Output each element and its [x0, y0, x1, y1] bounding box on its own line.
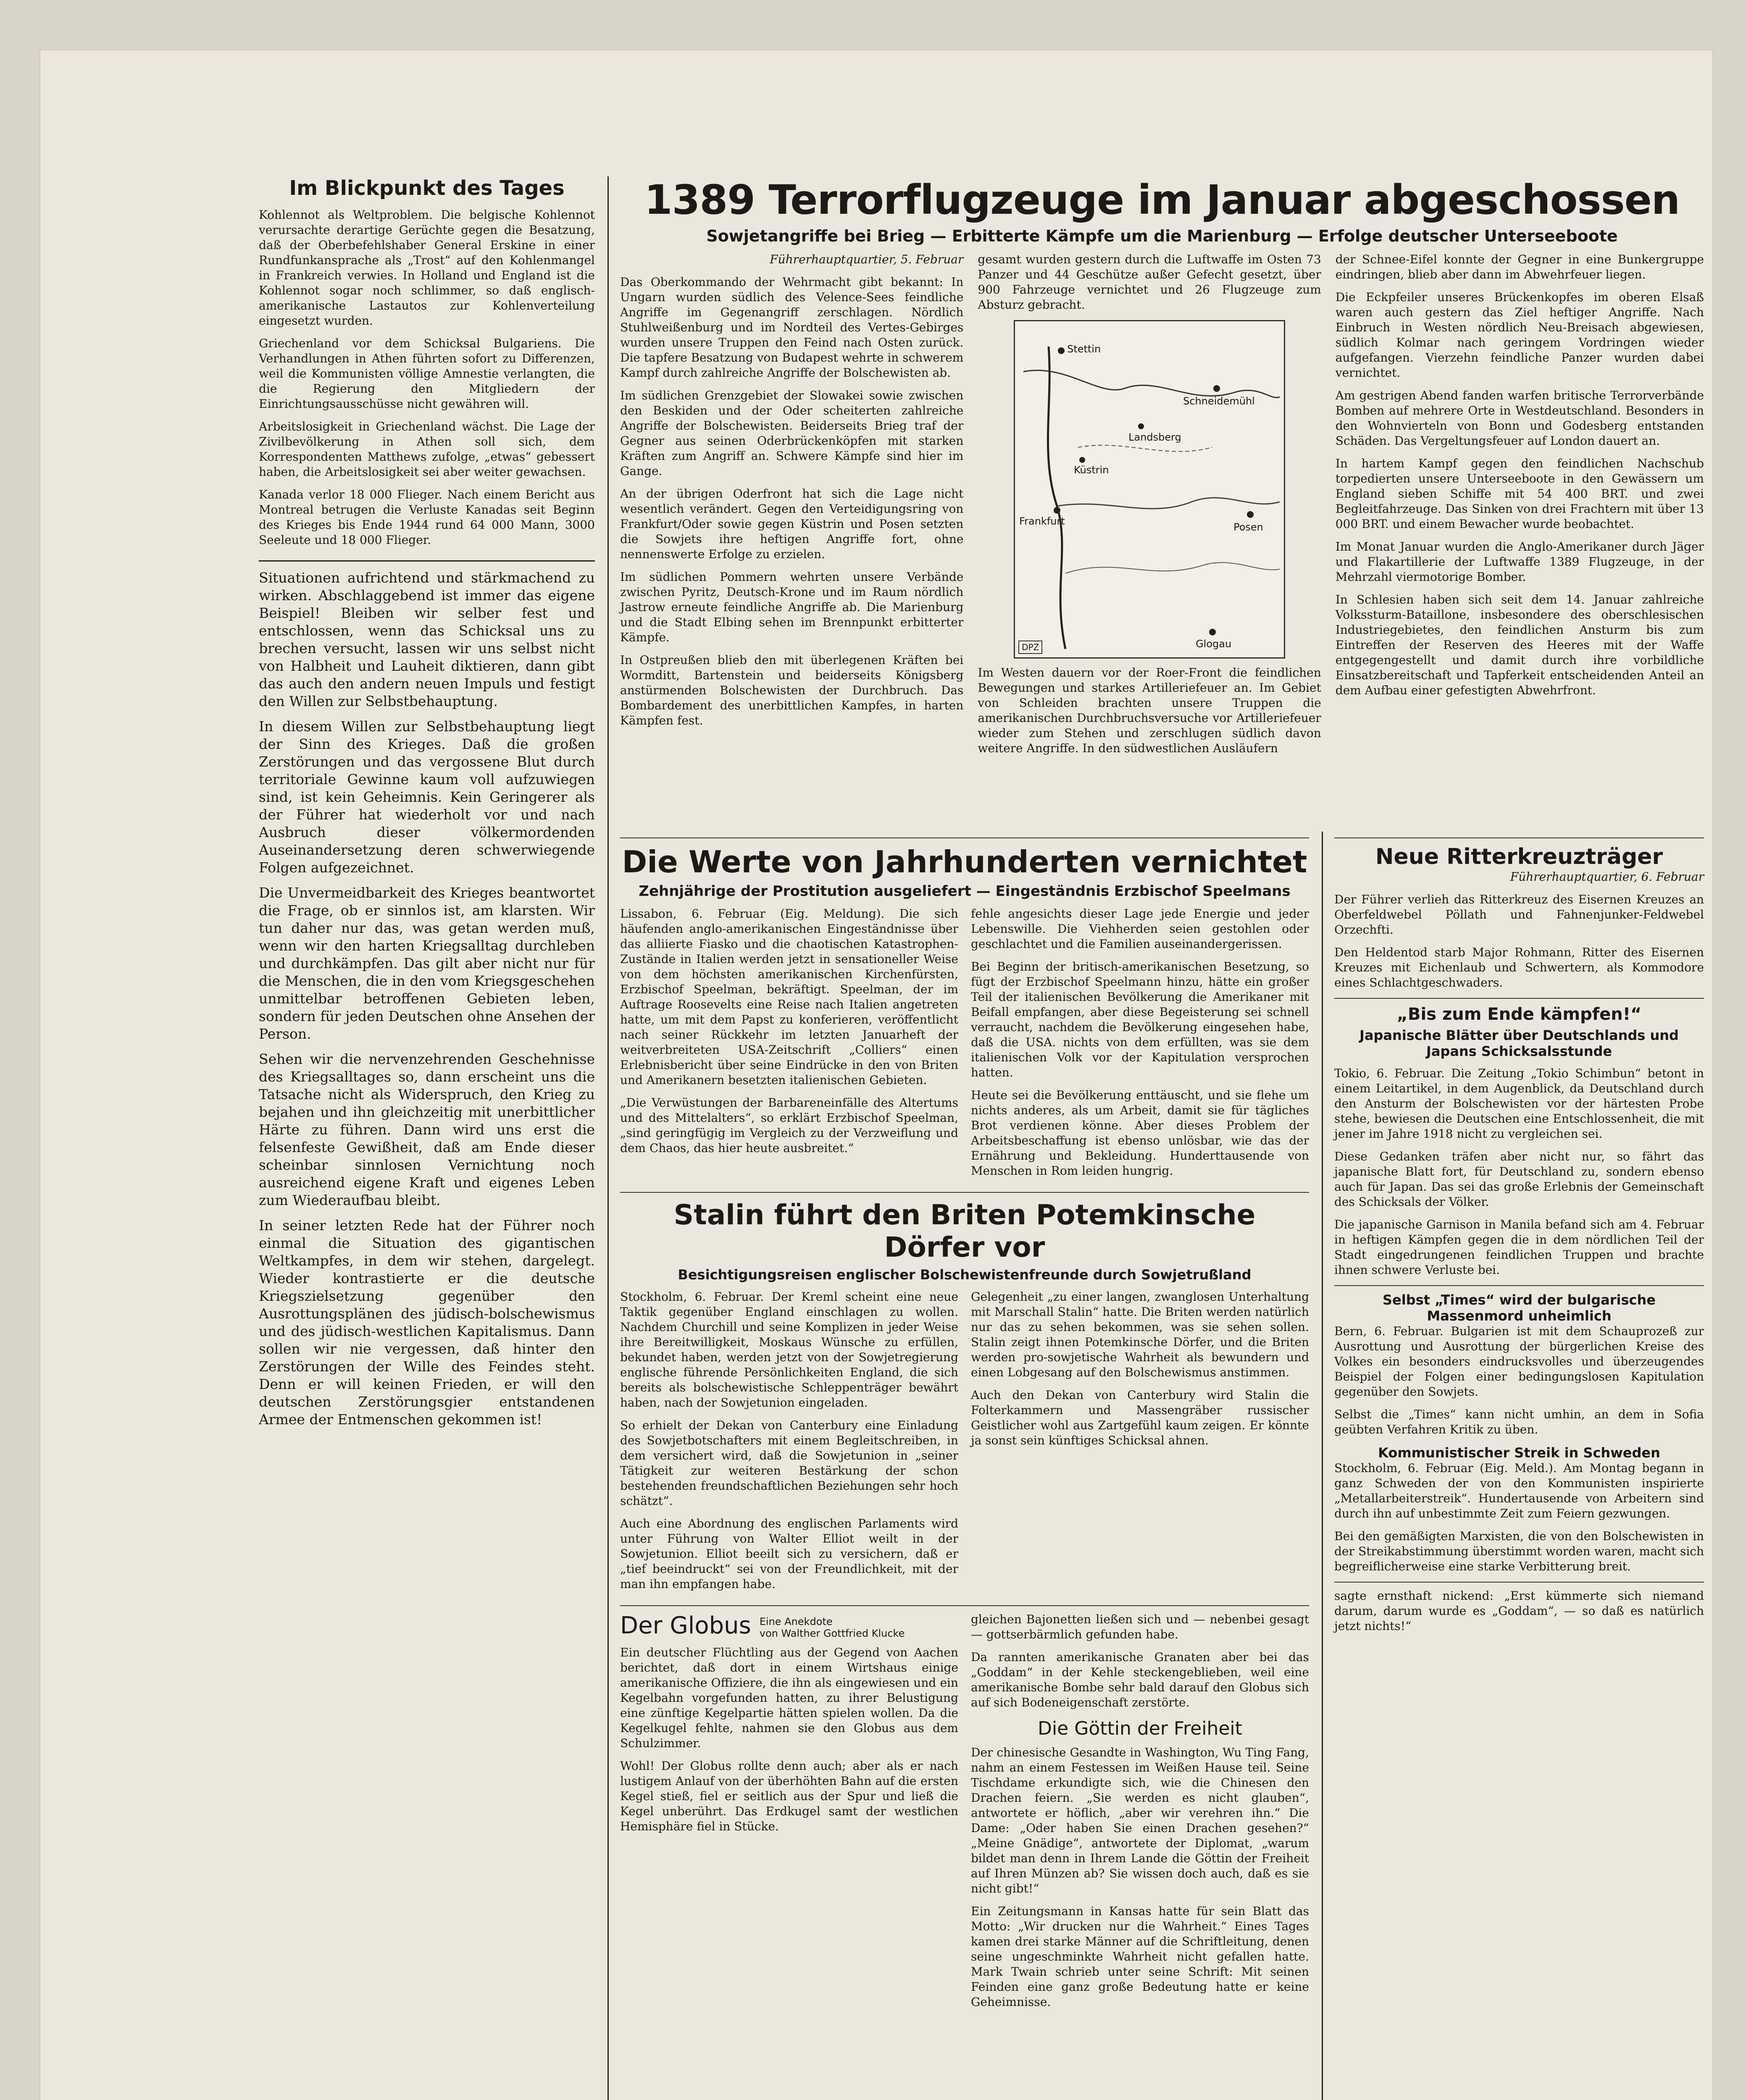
globus-title: Der Globus — [620, 1612, 751, 1639]
globus-paragraph: Da rannten amerikanische Granaten aber bei das „Goddam“ in der Kehle steckengeblieben, weil eine amerikanische Bombe sehr bald darauf den Globus sich auf sich Bodeneigenschaft zerstörte. — [971, 1650, 1309, 1709]
stalin-paragraph: Gelegenheit „zu einer langen, zwanglosen Unterhaltung mit Marschall Stalin“ hatte. Die Briten werden natürlich nur das zu sehen bekommen, was sie sehen sollen. Stalin zeigt ihnen Potemkinsche Dörfer, und die Briten werden pro-sowjetische Wahrheit als bewundern und einen Lobgesang auf den Bolschewismus anstimmen. — [971, 1290, 1309, 1379]
middle-lower — [620, 832, 1309, 2100]
map-label: Frankfurt — [1019, 515, 1065, 527]
map-credit: DPZ — [1018, 640, 1042, 654]
globus-subtitle: Eine Anekdote — [759, 1616, 833, 1628]
right-lower — [1334, 832, 1704, 2100]
werte-paragraph: Lissabon, 6. Februar (Eig. Meldung). Die sich häufenden anglo-amerikanischen Eingeständnisse über das alliierte Fiasko und die chaotischen Katastrophen-Zustände in Italien werden jetzt in sensationeller Weise von dem höchsten amerikanischen Kirchenfürsten, Erzbischof Speelman, bekräftigt. Speelman, der im Auftrage Roosevelts eine Reise nach Italien angetreten hatte, um mit dem Papst zu konferieren, veröffentlicht nach seiner Rückkehr im letzten Januarheft der weitverbreiteten USA-Zeitschrift „Colliers“ einen Erlebnisbericht über seine Eindrücke in den von Briten und Amerikanern besetzten italienischen Gebieten. — [620, 907, 958, 1087]
essay-paragraph: In seiner letzten Rede hat der Führer noch einmal die Situation des gigantischen Weltkampfes, in dem wir stehen, dargelegt. Wieder kontrastierte er die deutsche Kriegszielsetzung gegenüber den Ausrottungsplänen des jüdisch-bolschewismus und des jüdisch-westlichen Kapitalismus. Dann sollen wir nie vergessen, daß hinter den Zerstörungen der Wille des Feindes steht. Denn er will keinen Frieden, er will den deutschen Zerstörungsgier entstandenen Armee der Entmenschen gekommen ist! — [259, 1217, 595, 1428]
werte-subhead: Zehnjährige der Prostitution ausgeliefert — Eingeständnis Erzbischof Speelmans — [639, 883, 1291, 900]
blickpunkt-item: Kanada verlor 18 000 Flieger. Nach einem Bericht aus Montreal betrugen die Verluste Kanadas seit Beginn des Krieges bis Ende 1944 rund 64 000 Mann, 3000 Seeleute und 18 000 Flieger. — [259, 488, 595, 547]
map-drawing — [1015, 321, 1284, 657]
main-paragraph: Das Oberkommando der Wehrmacht gibt bekannt: In Ungarn wurden südlich des Velence-Sees feindliche Angriffe im Gegenangriff zerschlagen. Nördlich Stuhlweißenburg und im Nordteil des Vertes-Gebirges wurden unsere Truppen den Feind nach Osten zurück. Die tapfere Besatzung von Budapest wehrte in schwerem Kampf durch zahlreiche Angriffe der Bolschewisten ab. — [620, 275, 964, 380]
werte-paragraph: Bei Beginn der britisch-amerikanischen Besetzung, so fügt der Erzbischof Speelmann hinzu, hätte ein großer Teil der italienischen Bevölkerung die Amerikaner mit Beifall empfangen, aber diese Begeisterung sei schnell verraucht, nachdem die Bevölkerung eingesehen habe, daß die USA. nichts von dem erfüllten, was sie dem italienischen Volk vor der Kapitulation versprochen hatten. — [971, 960, 1309, 1079]
newspaper-page — [259, 176, 1704, 2100]
main-paragraph: Im Monat Januar wurden die Anglo-Amerikaner durch Jäger und Flakartillerie der Luftwaffe 1389 Flugzeuge, in der Mehrzahl viermotorige Bomber. — [1335, 540, 1704, 584]
main-paragraph: Am gestrigen Abend fanden warfen britische Terrorverbände Bomben auf mehrere Orte in Westdeutschland. Besonders in den Wohnvierteln von Bonn und Godesberg entstanden Schäden. Das Vergeltungsfeuer auf London dauert an. — [1335, 388, 1704, 448]
stalin-paragraph: Auch eine Abordnung des englischen Parlaments wird unter Führung von Walter Elliot weilt in der Sowjetunion. Elliot beeilt sich zu versichern, daß er „tief beeindruckt“ sei von der Freundlichkeit, mit der man ihn empfangen habe. — [620, 1517, 958, 1591]
stalin-paragraph: So erhielt der Dekan von Canterbury eine Einladung des Sowjetbotschafters mit einem Begleitschreiben, in dem versichert wird, daß die Sowjetunion in „seiner Tätigkeit zur weiteren Bestärkung der schon bestehenden freundschaftlichen Beziehungen sehr hoch schätzt“. — [620, 1418, 958, 1508]
section-rule — [620, 1605, 1309, 1606]
times-paragraph: Bern, 6. Februar. Bulgarien ist mit dem Schauprozeß zur Ausrottung und Ausrottung der bürgerlichen Kreise des Volkes ein besonders eindrucksvolles und überzeugendes Beispiel der Folgen einer bedingungslosen Kapitulation gegenüber den Sowjets. — [1334, 1324, 1704, 1399]
ende-paragraph: Diese Gedanken träfen aber nicht nur, so fährt das japanische Blatt fort, für Deutschland zu, sondern ebenso auch für Japan. Das sei das große Erlebnis der Gemeinschaft des Schicksals der Völker. — [1334, 1150, 1704, 1209]
front-map — [1014, 320, 1285, 659]
ritter-title: Neue Ritterkreuzträger — [1375, 844, 1663, 869]
ende-paragraph: Die japanische Garnison in Manila befand sich am 4. Februar in heftigen Kämpfen gegen die in dem nördlichen Teil der Stadt eingedrungenen feindlichen Truppen und brachte ihnen schwere Verluste bei. — [1334, 1218, 1704, 1277]
times-title: Selbst „Times“ wird der bulgarische Massenmord unheimlich — [1382, 1292, 1656, 1324]
section-rule — [1334, 837, 1704, 838]
ende-title: „Bis zum Ende kämpfen!“ — [1396, 1005, 1642, 1024]
stalin-col-2 — [971, 1289, 1309, 1599]
map-label: Küstrin — [1074, 464, 1109, 476]
column-divider — [607, 176, 609, 2100]
goettin-col — [971, 1612, 1309, 2017]
essay-paragraph: Sehen wir die nervenzehrenden Geschehnisse des Kriegsalltages so, dann erscheint uns die Tatsache nicht als Widerspruch, den Krieg zu bejahen und ihn gleichzeitig mit unerbittlicher Härte zu führen. Dann wird uns erst die felsenfeste Gewißheit, daß am Ende dieser scheinbar sinnlosen Vernichtung noch ausreichend eigene Kraft und eigenes Leben zum Wiederaufbau bleibt. — [259, 1051, 595, 1208]
blickpunkt-item: Griechenland vor dem Schicksal Bulgariens. Die Verhandlungen in Athen führten sofort zu Differenzen, weil die Kommunisten völlige Amnestie verlangten, die die Regierung den Mitgliedern der Einrichtungsausschüsse nicht gewähren will. — [259, 336, 595, 411]
blickpunkt-title: Im Blickpunkt des Tages — [289, 176, 565, 200]
globus-header — [620, 1612, 958, 1639]
section-rule — [1334, 1582, 1704, 1583]
globus-byline — [760, 1616, 905, 1639]
werte-paragraph: Heute sei die Bevölkerung enttäuscht, und sie flehe um nichts anderes, als um Arbeit, damit sie für tägliches Brot verdienen könne. Aber dieses Problem der Arbeitsbeschaffung ist ebenso unlösbar, wie das der Ernährung und Bekleidung. Hunderttausende von Menschen in Rom leiden hungrig. — [971, 1088, 1309, 1178]
stalin-subhead: Besichtigungsreisen englischer Bolschewistenfreunde durch Sowjetrußland — [678, 1267, 1252, 1283]
main-story-columns — [620, 252, 1704, 764]
ritter-paragraph: Der Führer verlieh das Ritterkreuz des Eisernen Kreuzes an Oberfeldwebel Pöllath und Fahnenjunker-Feldwebel Orzechfti. — [1334, 892, 1704, 937]
main-paragraph: In hartem Kampf gegen den feindlichen Nachschub torpedierten unsere Unterseeboote in den Gewässern um England sieben Schiffe mit 54 400 BRT. und zwei Begleitfahrzeuge. Das Sinken von drei Frachtern mit über 13 000 BRT. und einem Bewacher wurde beobachtet. — [1335, 457, 1704, 531]
werte-paragraph: fehle angesichts dieser Lage jede Energie und jeder Lebenswille. Die Viehherden seien gestohlen oder geschlachtet und die Familien auseinandergerissen. — [971, 907, 1309, 951]
left-column — [259, 176, 595, 2100]
werte-columns — [620, 906, 1309, 1186]
section-rule — [1334, 1285, 1704, 1286]
essay-paragraph: Die Unvermeidbarkeit des Krieges beantwortet die Frage, ob er sinnlos ist, am klarsten. Wir tun daher nur das, was getan werden muß, wenn wir den harten Kriegsalltag durchleben und durchkämpfen. Das gilt aber nicht nur für die Menschen, die in den vom Kriegsgeschehen unmittelbar betroffenen Gebieten leben, sondern für jeden Deutschen ohne Ansehen der Person. — [259, 885, 595, 1042]
ende-paragraph: Tokio, 6. Februar. Die Zeitung „Tokio Schimbun“ betont in einem Leitartikel, in dem Augenblick, da Deutschland durch den Ansturm der Bolschewisten vor der härtesten Probe stehe, bewiesen die Deutschen eine Entschlossenheit, die mit jener im Jahre 1918 nicht zu vergleichen sei. — [1334, 1066, 1704, 1141]
main-paragraph: gesamt wurden gestern durch die Luftwaffe im Osten 73 Panzer und 44 Geschütze außer Gefecht gesetzt, über 900 Fahrzeuge vernichtet und 26 Flugzeuge zum Absturz gebracht. — [978, 252, 1321, 312]
column-divider — [1322, 832, 1323, 2100]
werte-paragraph: „Die Verwüstungen der Barbareneinfälle des Altertums und des Mittelalters“, so erklärt Erzbischof Speelman, „sind geringfügig im Vergleich zu der Verzweiflung und dem Chaos, das hier heute ausbreitet.“ — [620, 1096, 958, 1155]
essay-paragraph: In diesem Willen zur Selbstbehauptung liegt der Sinn des Krieges. Daß die großen Zerstörungen und das vergossene Blut durch territoriale Gewinne kaum voll aufzuwiegen sind, ist kein Geheimnis. Kein Geringerer als der Führer hat wiederholt vor und nach Ausbruch dieser völkermordenden Auseinandersetzung deren schwerwiegende Folgen aufgezeichnet. — [259, 718, 595, 876]
section-rule — [620, 837, 1309, 838]
stalin-paragraph: Auch den Dekan von Canterbury wird Stalin die Folterkammern und Massengräber russischer Geistlicher wohl aus Zartgefühl kaum zeigen. Er könnte ja sonst sein künftiges Schicksal ahnen. — [971, 1388, 1309, 1447]
map-label: Landsberg — [1128, 431, 1181, 443]
globus-paragraph: Ein deutscher Flüchtling aus der Gegend von Aachen berichtet, daß dort in einem Wirtshaus einige amerikanische Offiziere, die ihn als eingewiesen und ein Kegelbahn vorgefunden hatten, zu ihrer Belustigung eine zünftige Kegelpartie hätten spielen wollen. Da die Kegelkugel fehlte, nahmen sie den Globus aus dem Schulzimmer. — [620, 1646, 958, 1750]
map-label: Glogau — [1196, 638, 1232, 650]
globus-paragraph: gleichen Bajonetten ließen sich und — nebenbei gesagt — gottserbärmlich gefunden habe. — [971, 1612, 1309, 1641]
streik-paragraph: Bei den gemäßigten Marxisten, die von den Bolschewisten in der Streikabstimmung überstimmt worden waren, macht sich begreiflicherweise eine starke Verbitterung breit. — [1334, 1529, 1704, 1573]
ritter-paragraph: Den Heldentod starb Major Rohmann, Ritter des Eisernen Kreuzes mit Eichenlaub und Schwertern, als Kommodore eines Schlachtgeschwaders. — [1334, 945, 1704, 990]
stalin-paragraph: Stockholm, 6. Februar. Der Kreml scheint eine neue Taktik gegenüber England einschlagen zu wollen. Nachdem Churchill und seine Komplizen in jeder Weise ihre Bereitwilligkeit, Moskaus Wünsche zu erfüllen, bekundet haben, werden jetzt von der Sowjetregierung englische führende Persönlichkeiten England, die sich bereits als bolschewistische Schleppenträger bewährt haben, nach der Sowjetunion eingeladen. — [620, 1290, 958, 1410]
stalin-col-1 — [620, 1289, 958, 1599]
section-rule — [620, 1192, 1309, 1193]
feuilleton-columns — [620, 1612, 1309, 2017]
main-paragraph: der Schnee-Eifel konnte der Gegner in eine Bunkergruppe eindringen, blieb aber dann im Abwehrfeuer liegen. — [1335, 252, 1704, 281]
streik-paragraph: sagte ernsthaft nickend: „Erst kümmerte sich niemand darum, darum wurde es „Goddam“, — so daß es natürlich jetzt nichts!“ — [1334, 1589, 1704, 1633]
main-headline: 1389 Terrorflugzeuge im Januar abgeschossen — [644, 176, 1680, 223]
werte-col-2 — [971, 906, 1309, 1186]
main-paragraph: In Schlesien haben sich seit dem 14. Januar zahlreiche Volkssturm-Bataillone, insbesondere des oberschlesischen Industriegebietes, den feindlichen Ansturm bis zum Eintreffen der Reserven des Heeres mit der Waffe entgegengestellt und damit durch ihre vorbildliche Einsatzbereitschaft und Tapferkeit entscheidenden Anteil an dem Aufbau einer gefestigten Abwehrfront. — [1335, 593, 1704, 697]
main-col-3 — [1336, 252, 1704, 764]
ende-subhead: Japanische Blätter über Deutschlands und Japans Schicksalsstunde — [1359, 1027, 1679, 1059]
main-col-1 — [620, 252, 963, 764]
section-rule — [1334, 998, 1704, 999]
stalin-headline: Stalin führt den Briten Potemkinsche Dörfer vor — [673, 1199, 1256, 1263]
main-col-2 — [978, 252, 1321, 764]
map-label: Posen — [1233, 521, 1263, 533]
main-dateline: Führerhauptquartier, 5. Februar — [770, 252, 964, 266]
globus-author: von Walther Gottfried Klucke — [759, 1628, 905, 1639]
times-paragraph: Selbst die „Times“ kann nicht umhin, an dem in Sofia geübten Verfahren Kritik zu üben. — [1334, 1407, 1704, 1436]
main-paragraph: Im südlichen Pommern wehrten unsere Verbände zwischen Pyritz, Deutsch-Krone und im Raum nördlich Jastrow erneute feindliche Angriffe ab. Die Marienburg und die Stadt Elbing sehen im Brennpunkt erbitterter Kämpfe. — [620, 570, 964, 644]
goettin-paragraph: Der chinesische Gesandte in Washington, Wu Ting Fang, nahm an einem Festessen im Weißen Hause teil. Seine Tischdame erkundigte sich, wie die Chinesen den Drachen feiern. „Sie werden es nicht glauben“, antwortete er höflich, „aber wir verehren ihn.“ Die Dame: „Oder haben Sie einen Drachen gesehen?“ „Meine Gnädige“, antwortete der Diplomat, „warum bildet man denn in Ihrem Lande die Göttin der Freiheit auf Ihren Münzen ab? Sie wissen doch auch, daß es sie nicht gibt!“ — [971, 1746, 1309, 1895]
blickpunkt-box — [259, 176, 595, 562]
main-story — [620, 176, 1704, 815]
main-paragraph: Im Westen dauern vor der Roer-Front die feindlichen Bewegungen und starkes Artilleriefeuer an. Im Gebiet von Schleiden brachten unsere Truppen die amerikanischen Durchbruchsversuche vor Artilleriefeuer wieder zum Stehen und zerschlugen südlich davon weitere Angriffe. In den südwestlichen Ausläufern — [978, 666, 1321, 755]
main-paragraph: Die Eckpfeiler unseres Brückenkopfes im oberen Elsaß waren auch gestern das Ziel heftiger Angriffe. Nach Einbruch in Westen nördlich Neu-Breisach abgewiesen, südlich Kolmar nach geringem Vordringen wieder aufgefangen. Vierzehn feindliche Panzer wurden dabei vernichtet. — [1335, 290, 1704, 380]
blickpunkt-item: Arbeitslosigkeit in Griechenland wächst. Die Lage der Zivilbevölkerung in Athen soll sich, dem Korrespondenten Matthews zufolge, „etwas“ gebessert haben, die Arbeitslosigkeit sei aber weiter gewachsen. — [259, 420, 595, 479]
blickpunkt-item: Kohlennot als Weltproblem. Die belgische Kohlennot verursachte derartige Gerüchte gegen die Besatzung, daß der Oberbefehlshaber General Erskine in einer Rundfunkansprache als „Trost“ auf den Kohlenmangel in Frankreich verwies. In Holland und England ist die Kohlennot sogar noch schlimmer, so daß englisch-amerikanische Lastautos zur Kohlenverteilung eingesetzt wurden. — [259, 208, 595, 328]
map-label: Stettin — [1067, 343, 1101, 355]
globus-paragraph: Wohl! Der Globus rollte denn auch; aber als er nach lustigem Anlauf von der überhöhten Bahn auf die ersten Kegel stieß, fiel er seitlich aus der Spur und ließ die Kegel unberührt. Das Erdkugel samt der westlichen Hemisphäre fiel in Stücke. — [620, 1759, 958, 1833]
streik-paragraph: Stockholm, 6. Februar (Eig. Meld.). Am Montag begann in ganz Schweden der von den Kommunisten inspirierte „Metallarbeiterstreik“. Hundertausende von Arbeitern sind durch ihn auf unbestimmte Zeit zum Feiern gezwungen. — [1334, 1461, 1704, 1520]
werte-headline: Die Werte von Jahrhunderten vernichtet — [622, 844, 1307, 879]
main-paragraph: An der übrigen Oderfront hat sich die Lage nicht wesentlich verändert. Gegen den Verteidigungsring von Frankfurt/Oder sowie gegen Küstrin und Posen setzten die Sowjets ihre heftigen Angriffe fort, ohne nennenswerte Erfolge zu erzielen. — [620, 487, 964, 561]
goettin-title: Die Göttin der Freiheit — [1038, 1718, 1242, 1739]
goettin-paragraph: Ein Zeitungsmann in Kansas hatte für sein Blatt das Motto: „Wir drucken nur die Wahrheit.“ Eines Tages kamen drei starke Männer auf die Schriftleitung, denen seine ungeschminkte Wahrheit nicht gefallen hatte. Mark Twain schrieb unter seine Schrift: Mit seinen Feinden eine ganz große Bedeutung hatte er keine Geheimnisse. — [971, 1904, 1309, 2009]
main-paragraph: Im südlichen Grenzgebiet der Slowakei sowie zwischen den Beskiden und der Oder scheiterten zahlreiche Angriffe der Bolschewisten. Beiderseits Brieg traf der Gegner aus seinen Oderbrückenköpfen mit starken Kräften zum Angriff an. Schwere Kämpfe sind hier im Gange. — [620, 388, 964, 478]
werte-col-1 — [620, 906, 958, 1186]
stalin-columns — [620, 1289, 1309, 1599]
newspaper-sheet — [40, 50, 1712, 2100]
streik-title: Kommunistischer Streik in Schweden — [1378, 1445, 1660, 1461]
main-subhead: Sowjetangriffe bei Brieg — Erbitterte Kämpfe um die Marienburg — Erfolge deutscher Unterseeboote — [706, 227, 1618, 245]
map-label: Schneidemühl — [1183, 395, 1255, 407]
ritter-dateline: Führerhauptquartier, 6. Februar — [1510, 870, 1704, 884]
globus-col — [620, 1612, 958, 2017]
main-paragraph: In Ostpreußen blieb den mit überlegenen Kräften bei Wormditt, Bartenstein und beiderseits Königsberg anstürmenden Bolschewisten der Durchbruch. Das Bombardement des unerbittlichen Kampfes, in harten Kämpfen fest. — [620, 653, 964, 727]
essay-paragraph: Situationen aufrichtend und stärkmachend zu wirken. Abschlaggebend ist immer das eigene Beispiel! Bleiben wir selber fest und entschlossen, wenn das Schicksal uns zu brechen versucht, lassen wir uns selbst nicht von Halbheit und Lauheit diktieren, dann gibt das auch den andern neuen Impuls und festigt den Willen zur Selbstbehauptung. — [259, 570, 595, 709]
